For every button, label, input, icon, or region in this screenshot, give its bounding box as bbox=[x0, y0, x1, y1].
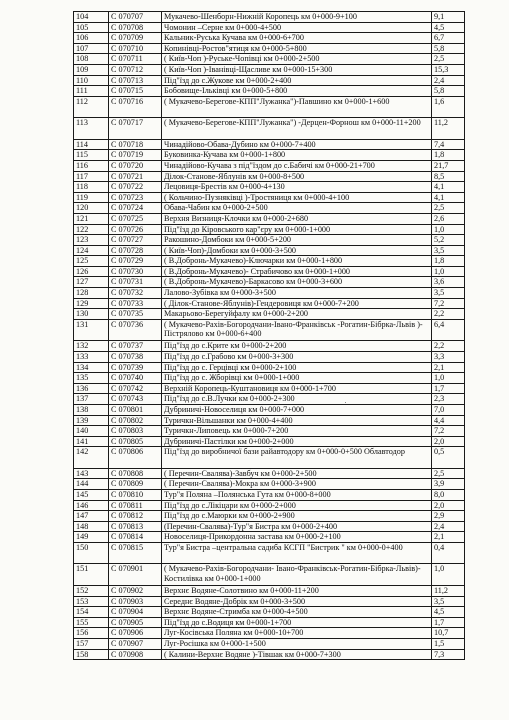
road-code: С 070719 bbox=[109, 150, 162, 161]
table-row bbox=[74, 75, 465, 86]
road-name: ( Київ-Чоп )-Іванівці-Щасливе км 0+000-15+300 bbox=[162, 64, 432, 75]
row-number: 158 bbox=[74, 649, 109, 660]
road-length: 1,5 bbox=[432, 638, 465, 649]
road-code: С 070731 bbox=[109, 277, 162, 288]
table-row bbox=[74, 532, 465, 543]
road-name: Лецовиця-Брестів км 0+000-4+130 bbox=[162, 182, 432, 193]
road-length: 1,7 bbox=[432, 617, 465, 628]
road-length: 8,5 bbox=[432, 171, 465, 182]
table-row bbox=[74, 341, 465, 352]
row-number: 120 bbox=[74, 203, 109, 214]
road-code: С 070809 bbox=[109, 479, 162, 490]
row-number: 122 bbox=[74, 224, 109, 235]
row-number: 127 bbox=[74, 277, 109, 288]
table-row bbox=[74, 86, 465, 97]
row-number: 140 bbox=[74, 426, 109, 437]
road-code: С 070732 bbox=[109, 288, 162, 299]
road-code: С 070730 bbox=[109, 266, 162, 277]
table-row bbox=[74, 298, 465, 309]
road-name: Ділок-Станове-Яблунів км 0+000-8+500 bbox=[162, 171, 432, 182]
road-name: Під"їзд до с.Жукове км 0+000-2+400 bbox=[162, 75, 432, 86]
road-code: С 070726 bbox=[109, 224, 162, 235]
road-name: Верхнє Водяне-Солотвино км 0+000-11+200 bbox=[162, 585, 432, 596]
row-number: 125 bbox=[74, 256, 109, 267]
road-name: Бобовище-Ільківці км 0+000-5+800 bbox=[162, 86, 432, 97]
table-row bbox=[74, 607, 465, 618]
road-length: 7,3 bbox=[432, 649, 465, 660]
table-row bbox=[74, 319, 465, 341]
table-row bbox=[74, 171, 465, 182]
road-code: С 070814 bbox=[109, 532, 162, 543]
road-length: 4,5 bbox=[432, 22, 465, 33]
table-row bbox=[74, 235, 465, 246]
road-code: С 070803 bbox=[109, 426, 162, 437]
table-row bbox=[74, 150, 465, 161]
table-row bbox=[74, 394, 465, 405]
row-number: 156 bbox=[74, 628, 109, 639]
road-code: С 070743 bbox=[109, 394, 162, 405]
road-name: Луг-Косівська Поляна км 0+000-10+700 bbox=[162, 628, 432, 639]
row-number: 106 bbox=[74, 33, 109, 44]
table-row bbox=[74, 362, 465, 373]
road-name: Туричкн-Липовець км 0+000-7+200 bbox=[162, 426, 432, 437]
road-length: 7,4 bbox=[432, 139, 465, 150]
row-number: 117 bbox=[74, 171, 109, 182]
road-length: 1,0 bbox=[432, 564, 465, 586]
road-length: 7,2 bbox=[432, 426, 465, 437]
table-row bbox=[74, 415, 465, 426]
row-number: 149 bbox=[74, 532, 109, 543]
road-name: Дубриничі-Пастілки км 0+000-2+000 bbox=[162, 436, 432, 447]
row-number: 111 bbox=[74, 86, 109, 97]
road-length: 2,2 bbox=[432, 341, 465, 352]
road-code: С 070739 bbox=[109, 362, 162, 373]
table-row bbox=[74, 192, 465, 203]
table-row bbox=[74, 160, 465, 171]
road-code: С 070722 bbox=[109, 182, 162, 193]
table-row bbox=[74, 404, 465, 415]
table-row bbox=[74, 447, 465, 469]
row-number: 115 bbox=[74, 150, 109, 161]
row-number: 105 bbox=[74, 22, 109, 33]
road-length: 21,7 bbox=[432, 160, 465, 171]
road-name: Верхня Визниця-Клочки км 0+000-2+680 bbox=[162, 213, 432, 224]
row-number: 142 bbox=[74, 447, 109, 469]
road-length: 2,5 bbox=[432, 203, 465, 214]
row-number: 139 bbox=[74, 415, 109, 426]
row-number: 134 bbox=[74, 362, 109, 373]
road-length: 7,2 bbox=[432, 298, 465, 309]
road-code: С 070811 bbox=[109, 500, 162, 511]
road-name: Під"їзд до с.Маюрки км 0+000-2+900 bbox=[162, 511, 432, 522]
road-length: 1,8 bbox=[432, 256, 465, 267]
table-row bbox=[74, 118, 465, 140]
road-length: 6,7 bbox=[432, 33, 465, 44]
row-number: 131 bbox=[74, 319, 109, 341]
row-number: 154 bbox=[74, 607, 109, 618]
road-code: С 070718 bbox=[109, 139, 162, 150]
table-row bbox=[74, 542, 465, 564]
road-name: Тур"я Поляна –Полянська Гута км 0+000-8+000 bbox=[162, 489, 432, 500]
row-number: 126 bbox=[74, 266, 109, 277]
road-code: С 070737 bbox=[109, 341, 162, 352]
table-row bbox=[74, 436, 465, 447]
road-length: 2,9 bbox=[432, 511, 465, 522]
roads-table-body bbox=[74, 12, 465, 660]
row-number: 150 bbox=[74, 542, 109, 564]
table-row bbox=[74, 182, 465, 193]
road-code: С 070907 bbox=[109, 638, 162, 649]
road-name: Чинадійово-Обава-Дубино км 0+000-7+400 bbox=[162, 139, 432, 150]
row-number: 138 bbox=[74, 404, 109, 415]
table-row bbox=[74, 96, 465, 118]
road-name: Ракошино-Домбоки км 0+000-5+200 bbox=[162, 235, 432, 246]
road-name: Лалово-Зубівка км 0+000-3+500 bbox=[162, 288, 432, 299]
road-length: 2,0 bbox=[432, 436, 465, 447]
table-row bbox=[74, 22, 465, 33]
road-code: С 070715 bbox=[109, 86, 162, 97]
row-number: 151 bbox=[74, 564, 109, 586]
road-code: С 070717 bbox=[109, 118, 162, 140]
road-code: С 070815 bbox=[109, 542, 162, 564]
road-code: С 070707 bbox=[109, 12, 162, 23]
road-name: ( Кольчино-Пузняківці )-Тростяниця км 0+000-4+100 bbox=[162, 192, 432, 203]
row-number: 114 bbox=[74, 139, 109, 150]
road-length: 1,7 bbox=[432, 383, 465, 394]
road-name: Верхній Коропець-Куштановиця км 0+000-1+700 bbox=[162, 383, 432, 394]
row-number: 148 bbox=[74, 521, 109, 532]
row-number: 133 bbox=[74, 351, 109, 362]
road-name: ( Калини-Верхнє Водяне )-Тівшак км 0+000-7+300 bbox=[162, 649, 432, 660]
road-code: С 070740 bbox=[109, 373, 162, 384]
road-name: Під"їзд до с.Лікіцари км 0+000-2+000 bbox=[162, 500, 432, 511]
road-name: Луг-Росішка км 0+000-1+500 bbox=[162, 638, 432, 649]
table-row bbox=[74, 638, 465, 649]
road-name: Буковинка-Кучава км 0+000-1+800 bbox=[162, 150, 432, 161]
road-length: 3,5 bbox=[432, 288, 465, 299]
row-number: 119 bbox=[74, 192, 109, 203]
road-code: С 070906 bbox=[109, 628, 162, 639]
road-length: 9,1 bbox=[432, 12, 465, 23]
row-number: 116 bbox=[74, 160, 109, 171]
road-code: С 070723 bbox=[109, 192, 162, 203]
road-code: С 070813 bbox=[109, 521, 162, 532]
table-row bbox=[74, 511, 465, 522]
road-name: ( Київ-Чоп )-Руське-Чопівці км 0+000-2+500 bbox=[162, 54, 432, 65]
road-code: С 070903 bbox=[109, 596, 162, 607]
row-number: 118 bbox=[74, 182, 109, 193]
row-number: 128 bbox=[74, 288, 109, 299]
road-name: Обава-Чабин км 0+000-2+500 bbox=[162, 203, 432, 214]
road-length: 4,5 bbox=[432, 607, 465, 618]
road-name: (Перечин-Свалява)-Тур"я Бистра км 0+000-2+400 bbox=[162, 521, 432, 532]
row-number: 141 bbox=[74, 436, 109, 447]
road-name: ( Мукачево-Рахів-Богородчани-Івано-Франківськ -Рогатин-Бібрка-Львів )-Пістрялово км 0+000-6+400 bbox=[162, 319, 432, 341]
road-name: Новоселиця-Прикордонна застава км 0+000-2+100 bbox=[162, 532, 432, 543]
road-length: 0,4 bbox=[432, 542, 465, 564]
road-name: Верхнє Водяне-Стримба км 0+000-4+500 bbox=[162, 607, 432, 618]
road-length: 4,1 bbox=[432, 192, 465, 203]
row-number: 129 bbox=[74, 298, 109, 309]
road-name: Під"їзд до с.Грабово км 0+000-3+300 bbox=[162, 351, 432, 362]
road-length: 2,1 bbox=[432, 362, 465, 373]
table-row bbox=[74, 12, 465, 23]
table-row bbox=[74, 479, 465, 490]
road-name: Під"їзд до с.Крите км 0+000-2+200 bbox=[162, 341, 432, 352]
road-length: 1,6 bbox=[432, 96, 465, 118]
road-name: Дубриничі-Новоселиця км 0+000-7+000 bbox=[162, 404, 432, 415]
road-length: 1,0 bbox=[432, 224, 465, 235]
road-length: 1,0 bbox=[432, 266, 465, 277]
road-name: Під"їзд до с. Герцівці км 0+000-2+100 bbox=[162, 362, 432, 373]
table-row bbox=[74, 351, 465, 362]
road-length: 1,8 bbox=[432, 150, 465, 161]
table-row bbox=[74, 277, 465, 288]
road-code: С 070725 bbox=[109, 213, 162, 224]
table-row bbox=[74, 64, 465, 75]
road-code: С 070908 bbox=[109, 649, 162, 660]
row-number: 137 bbox=[74, 394, 109, 405]
table-row bbox=[74, 585, 465, 596]
road-name: Копинівці-Ростов"ятиця км 0+000-5+800 bbox=[162, 43, 432, 54]
scan-speck bbox=[345, 402, 346, 403]
road-code: С 070710 bbox=[109, 43, 162, 54]
road-length: 3,3 bbox=[432, 351, 465, 362]
road-code: С 070729 bbox=[109, 256, 162, 267]
road-code: С 070901 bbox=[109, 564, 162, 586]
road-code: С 070736 bbox=[109, 319, 162, 341]
road-length: 4,4 bbox=[432, 415, 465, 426]
row-number: 130 bbox=[74, 309, 109, 320]
row-number: 146 bbox=[74, 500, 109, 511]
row-number: 124 bbox=[74, 245, 109, 256]
road-length: 8,0 bbox=[432, 489, 465, 500]
road-code: С 070709 bbox=[109, 33, 162, 44]
row-number: 110 bbox=[74, 75, 109, 86]
road-name: Туричкн-Вільшанки км 0+000-4+400 bbox=[162, 415, 432, 426]
row-number: 144 bbox=[74, 479, 109, 490]
row-number: 145 bbox=[74, 489, 109, 500]
roads-table bbox=[73, 11, 465, 660]
table-row bbox=[74, 426, 465, 437]
road-code: С 070810 bbox=[109, 489, 162, 500]
road-code: С 070727 bbox=[109, 235, 162, 246]
table-row bbox=[74, 266, 465, 277]
table-row bbox=[74, 564, 465, 586]
road-name: Кальник-Руська Кучава км 0+000-6+700 bbox=[162, 33, 432, 44]
table-row bbox=[74, 649, 465, 660]
table-row bbox=[74, 288, 465, 299]
table-row bbox=[74, 54, 465, 65]
road-length: 5,2 bbox=[432, 235, 465, 246]
table-row bbox=[74, 245, 465, 256]
road-name: ( В.Добронь-Мукачево)-Баркасово км 0+000-3+600 bbox=[162, 277, 432, 288]
road-name: Під"їзд до виробничої бази райавтодору км 0+000-0+500 Облавтодор bbox=[162, 447, 432, 469]
road-name: ( Київ-Чоп)-Домбоки км 0+000-3+500 bbox=[162, 245, 432, 256]
road-code: С 070905 bbox=[109, 617, 162, 628]
row-number: 108 bbox=[74, 54, 109, 65]
road-length: 2,1 bbox=[432, 532, 465, 543]
road-length: 2,4 bbox=[432, 75, 465, 86]
road-name: ( Перечин-Свалява)-Мокра км 0+000-3+900 bbox=[162, 479, 432, 490]
road-code: С 070708 bbox=[109, 22, 162, 33]
road-length: 11,2 bbox=[432, 118, 465, 140]
road-name: ( Мукачево-Рахів-Богородчани- Івано-Франківськ-Рогатин-Бібрка-Львів)-Костилівка км 0+000-1+000 bbox=[162, 564, 432, 586]
table-row bbox=[74, 617, 465, 628]
road-length: 3,5 bbox=[432, 596, 465, 607]
row-number: 157 bbox=[74, 638, 109, 649]
road-code: С 070812 bbox=[109, 511, 162, 522]
road-name: ( В.Добронь-Мукачево)- Страбичово км 0+000-1+000 bbox=[162, 266, 432, 277]
road-length: 1,0 bbox=[432, 373, 465, 384]
road-length: 6,4 bbox=[432, 319, 465, 341]
row-number: 112 bbox=[74, 96, 109, 118]
table-row bbox=[74, 521, 465, 532]
row-number: 132 bbox=[74, 341, 109, 352]
road-length: 2,5 bbox=[432, 468, 465, 479]
road-code: С 070904 bbox=[109, 607, 162, 618]
road-code: С 070805 bbox=[109, 436, 162, 447]
road-code: С 070733 bbox=[109, 298, 162, 309]
road-length: 2,3 bbox=[432, 394, 465, 405]
road-length: 2,6 bbox=[432, 213, 465, 224]
road-code: С 070738 bbox=[109, 351, 162, 362]
road-code: С 070808 bbox=[109, 468, 162, 479]
road-length: 3,9 bbox=[432, 479, 465, 490]
road-name: Під"їзд до с. Жборівці км 0+000-1+000 bbox=[162, 373, 432, 384]
row-number: 109 bbox=[74, 64, 109, 75]
road-code: С 070728 bbox=[109, 245, 162, 256]
row-number: 143 bbox=[74, 468, 109, 479]
road-length: 0,5 bbox=[432, 447, 465, 469]
road-length: 5,8 bbox=[432, 86, 465, 97]
road-length: 5,8 bbox=[432, 43, 465, 54]
road-name: Чинадійово-Кучава з під"їздом до с.Бабичі км 0+000-21+700 bbox=[162, 160, 432, 171]
road-name: ( Мукачево-Берегове-КПП"Лужанка") -Дерцен-Форнош км 0+000-11+200 bbox=[162, 118, 432, 140]
table-row bbox=[74, 383, 465, 394]
table-row bbox=[74, 596, 465, 607]
road-length: 11,2 bbox=[432, 585, 465, 596]
road-length: 2,2 bbox=[432, 309, 465, 320]
row-number: 155 bbox=[74, 617, 109, 628]
table-row bbox=[74, 213, 465, 224]
table-row bbox=[74, 203, 465, 214]
table-row bbox=[74, 489, 465, 500]
road-code: С 070713 bbox=[109, 75, 162, 86]
road-length: 7,0 bbox=[432, 404, 465, 415]
table-row bbox=[74, 139, 465, 150]
row-number: 104 bbox=[74, 12, 109, 23]
table-row bbox=[74, 628, 465, 639]
row-number: 136 bbox=[74, 383, 109, 394]
table-row bbox=[74, 224, 465, 235]
row-number: 153 bbox=[74, 596, 109, 607]
road-name: Тур"я Бистра –центральна садиба КСГП "Бистрик " км 0+000-0+400 bbox=[162, 542, 432, 564]
road-name: Мукачево-Шенборн-Нижній Коропець км 0+000-9+100 bbox=[162, 12, 432, 23]
table-row bbox=[74, 500, 465, 511]
road-code: С 070902 bbox=[109, 585, 162, 596]
road-length: 15,3 bbox=[432, 64, 465, 75]
road-code: С 070711 bbox=[109, 54, 162, 65]
row-number: 113 bbox=[74, 118, 109, 140]
road-length: 2,4 bbox=[432, 521, 465, 532]
road-length: 3,6 bbox=[432, 277, 465, 288]
road-code: С 070720 bbox=[109, 160, 162, 171]
table-row bbox=[74, 468, 465, 479]
road-name: ( Перечин-Свалява)-Завбуч км 0+000-2+500 bbox=[162, 468, 432, 479]
road-code: С 070801 bbox=[109, 404, 162, 415]
road-name: Під"їзд до с.В.Лучки км 0+000-2+300 bbox=[162, 394, 432, 405]
road-length: 10,7 bbox=[432, 628, 465, 639]
road-name: Макарьово-Берегуйфалу км 0+000-2+200 bbox=[162, 309, 432, 320]
road-length: 3,5 bbox=[432, 245, 465, 256]
road-code: С 070806 bbox=[109, 447, 162, 469]
road-name: Середнє Водяне-Добрік км 0+000-3+500 bbox=[162, 596, 432, 607]
road-name: ( Мукачево-Берегове-КПП"Лужанка")-Павшино км 0+000-1+600 bbox=[162, 96, 432, 118]
road-length: 2,0 bbox=[432, 500, 465, 511]
road-code: С 070712 bbox=[109, 64, 162, 75]
row-number: 147 bbox=[74, 511, 109, 522]
road-code: С 070716 bbox=[109, 96, 162, 118]
road-length: 2,5 bbox=[432, 54, 465, 65]
road-name: ( Ділок-Станове-Яблунів)-Гендеровиця км 0+000-7+200 bbox=[162, 298, 432, 309]
road-name: Чомонин –Серне км 0+000-4+500 bbox=[162, 22, 432, 33]
road-name: ( В.Добронь-Мукачево)-Ключарки км 0+000-1+800 bbox=[162, 256, 432, 267]
row-number: 123 bbox=[74, 235, 109, 246]
road-code: С 070735 bbox=[109, 309, 162, 320]
table-row bbox=[74, 256, 465, 267]
row-number: 107 bbox=[74, 43, 109, 54]
road-name: Під"їзд до Кіровського кар"єру км 0+000-1+000 bbox=[162, 224, 432, 235]
row-number: 152 bbox=[74, 585, 109, 596]
road-code: С 070721 bbox=[109, 171, 162, 182]
road-length: 4,1 bbox=[432, 182, 465, 193]
table-row bbox=[74, 33, 465, 44]
road-code: С 070742 bbox=[109, 383, 162, 394]
road-code: С 070802 bbox=[109, 415, 162, 426]
table-row bbox=[74, 309, 465, 320]
table-row bbox=[74, 373, 465, 384]
road-code: С 070724 bbox=[109, 203, 162, 214]
table-row bbox=[74, 43, 465, 54]
road-name: Під"їзд до с.Водиця км 0+000-1+700 bbox=[162, 617, 432, 628]
row-number: 135 bbox=[74, 373, 109, 384]
row-number: 121 bbox=[74, 213, 109, 224]
